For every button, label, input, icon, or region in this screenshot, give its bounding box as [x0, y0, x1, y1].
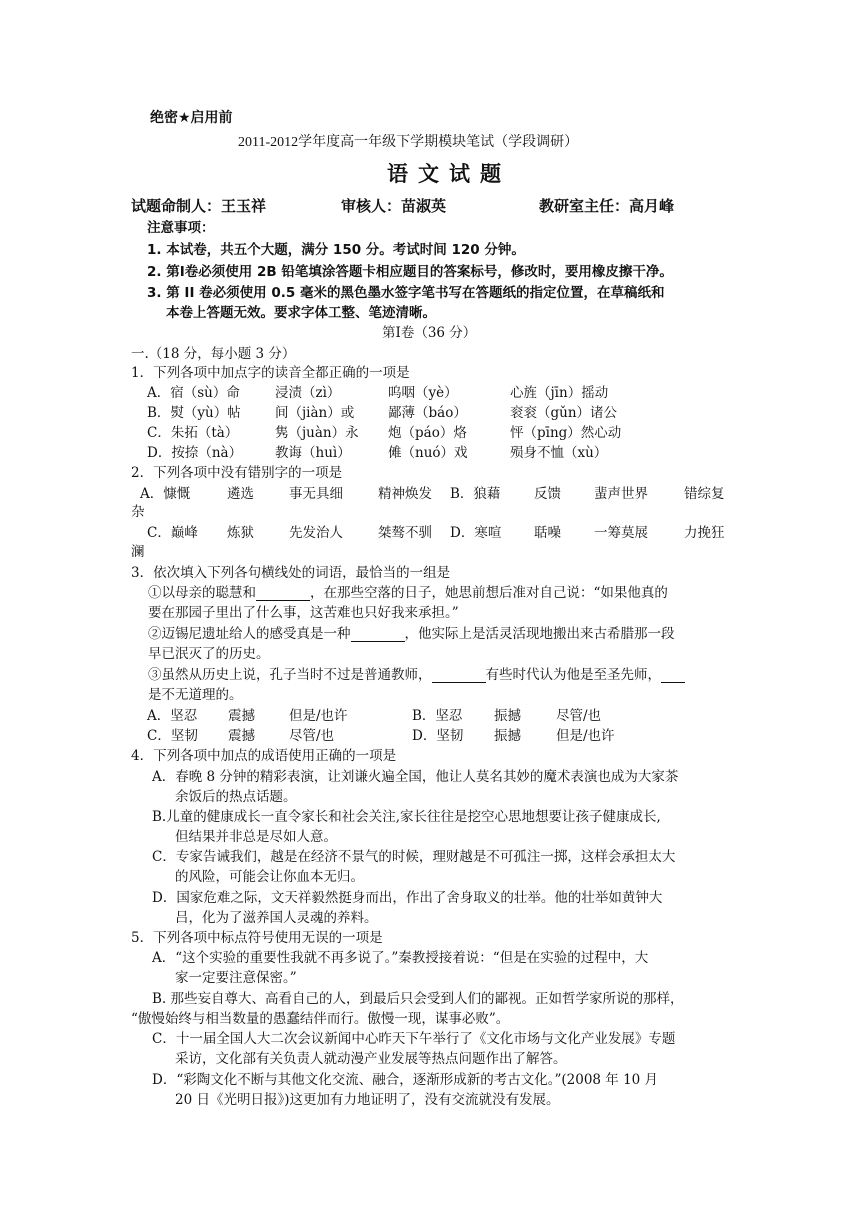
- sentence-3-cont: 是不无道理的。: [148, 687, 243, 703]
- question-stem: 4．下列各项中加点的成语使用正确的一项是: [131, 748, 397, 764]
- fill-blank: [661, 670, 685, 683]
- sentence-3: ③虽然从历史上说，孔子当时不过是普通教师， 有些时代认为他是至圣先师，: [148, 663, 685, 683]
- option-c-cont: 采访，文化部有关负责人就动漫产业发展等热点问题作出了解答。: [175, 1051, 567, 1067]
- option-item: 澜: [131, 544, 145, 560]
- option-item: 但是/也许: [289, 708, 348, 724]
- option-c: C．十一届全国人大二次会议新闻中心昨天下午举行了《文化市场与文化产业发展》专题: [152, 1031, 676, 1047]
- option-item: 遴选: [227, 486, 254, 502]
- option-item: 先发治人: [289, 525, 343, 541]
- option-a: A．“这个实验的重要性我就不再多说了。”秦教授接着说：“但是在实验的过程中，大: [152, 950, 649, 966]
- option-item: 间（jiàn）或: [275, 405, 355, 421]
- option-d-cont: 20 日《光明日报》)这更加有力地证明了，没有交流就没有发展。: [175, 1092, 560, 1108]
- option-a: A．春晚 8 分钟的精彩表演，让刘谦火遍全国，他让人莫名其妙的魔术表演也成为大家茶: [152, 769, 679, 785]
- option-item: B．熨（yù）帖: [147, 405, 241, 421]
- option-b-cont: 但结果并非总是尽如人意。: [175, 829, 337, 845]
- option-item: 错综复: [684, 486, 725, 502]
- sentence-2-cont: 早已泯灭了的历史。: [148, 646, 270, 662]
- option-item: C．坚韧: [147, 728, 198, 744]
- notice-heading: 注意事项：: [147, 220, 215, 236]
- option-item: 尽管/也: [556, 708, 602, 724]
- option-item: 教诲（huì）: [275, 445, 351, 461]
- option-item: 炼狱: [227, 525, 254, 541]
- option-item: 一筹莫展: [594, 525, 648, 541]
- option-d: D．国家危难之际，文天祥毅然挺身而出，作出了舍身取义的壮举。他的壮举如黄钟大: [152, 890, 663, 906]
- option-item: 鄙薄（báo）: [388, 405, 467, 421]
- option-item: B．坚忍: [412, 708, 463, 724]
- option-item: D．坚韧: [412, 728, 464, 744]
- option-item: 聒噪: [534, 525, 561, 541]
- option-item: C．朱拓（tà）: [147, 425, 239, 441]
- section-heading: 一.（18 分，每小题 3 分）: [131, 346, 296, 362]
- reviewer-label: 审核人：苗淑英: [341, 197, 447, 215]
- option-item: 炮（páo）烙: [388, 425, 467, 441]
- option-item: 震撼: [228, 728, 255, 744]
- option-item: 反馈: [534, 486, 561, 502]
- page-title: 语文试题: [387, 162, 511, 186]
- option-item: 振撼: [494, 708, 521, 724]
- option-a-cont: 余饭后的热点话题。: [175, 789, 297, 805]
- option-item: B．狼藉: [450, 486, 501, 502]
- option-item: 振撼: [494, 728, 521, 744]
- option-item: 傩（nuó）戏: [388, 445, 468, 461]
- notice-item: 本卷上答题无效。要求字体工整、笔迹清晰。: [166, 305, 436, 321]
- option-item: 桀骜不驯: [378, 525, 432, 541]
- option-item: A．坚忍: [147, 708, 198, 724]
- option-item: 衮衮（gǔn）诸公: [510, 405, 618, 421]
- option-item: 力挽狂: [684, 525, 725, 541]
- notice-item: 1. 本试卷，共五个大题，满分 150 分。考试时间 120 分钟。: [147, 242, 525, 258]
- option-d: D．“彩陶文化不断与其他文化交流、融合，逐渐形成新的考古文化。”(2008 年 10 月: [152, 1072, 659, 1088]
- option-item: 杂: [131, 504, 145, 520]
- sentence-1: ①以母亲的聪慧和 ，在那些空落的日子，她思前想后准对自己说：“如果他真的: [148, 585, 668, 601]
- option-item: 心旌（jīn）摇动: [510, 385, 609, 401]
- fill-blank: [351, 629, 405, 642]
- option-item: 精神焕发: [378, 486, 432, 502]
- notice-item: 3. 第 II 卷必须使用 0.5 毫米的黑色墨水签字笔书写在答题纸的指定位置，在草稿纸和: [147, 285, 665, 301]
- option-item: 呜咽（yè）: [388, 385, 458, 401]
- option-c-cont: 的风险，可能会让你血本无归。: [175, 869, 364, 885]
- option-item: D．按捺（nà）: [147, 445, 243, 461]
- option-item: C．巅峰: [147, 525, 198, 541]
- option-item: 浸渍（zì）: [275, 385, 341, 401]
- fill-blank: [432, 670, 486, 683]
- secret-label: 绝密★启用前: [150, 110, 233, 126]
- option-item: 事无具细: [289, 486, 343, 502]
- option-item: 尽管/也: [289, 728, 335, 744]
- option-c: C．专家告诫我们，越是在经济不景气的时候，理财越是不可孤注一掷，这样会承担太大: [152, 849, 676, 865]
- sentence-1-cont: 要在那园子里出了什么事，这苦难也只好我来承担。”: [148, 605, 459, 621]
- director-label: 教研室主任：高月峰: [539, 197, 675, 215]
- option-item: A．宿（sù）命: [147, 385, 240, 401]
- option-item: A．慷慨: [140, 486, 191, 502]
- creator-label: 试题命制人：王玉祥: [131, 197, 267, 215]
- option-item: D．寒喧: [450, 525, 502, 541]
- option-b: B.儿童的健康成长一直令家长和社会关注,家长往往是挖空心思地想要让孩子健康成长,: [152, 809, 661, 825]
- option-item: 怦（pīng）然心动: [510, 425, 622, 441]
- question-stem: 3．依次填入下列各句横线处的词语，最恰当的一组是: [131, 565, 451, 581]
- option-b: B. 那些妄自尊大、高看自己的人，到最后只会受到人们的鄙视。正如哲学家所说的那样，: [152, 991, 684, 1007]
- sentence-2: ②迈锡尼遗址给人的感受真是一种 ，他实际上是活灵活现地搬出来古希腊那一段: [148, 626, 675, 642]
- option-item: 殒身不恤（xù）: [510, 445, 608, 461]
- option-item: 震撼: [228, 708, 255, 724]
- option-item: 隽（juàn）永: [275, 425, 359, 441]
- option-item: 但是/也许: [556, 728, 615, 744]
- option-d-cont: 吕，化为了滋养国人灵魂的养料。: [175, 910, 378, 926]
- notice-item: 2. 第Ⅰ卷必须使用 2B 铅笔填涂答题卡相应题目的答案标号，修改时，要用橡皮擦干净。: [147, 264, 673, 280]
- question-stem: 5．下列各项中标点符号使用无误的一项是: [131, 930, 383, 946]
- question-stem: 1．下列各项中加点字的读音全都正确的一项是: [131, 365, 410, 381]
- exam-subtitle: 2011-2012学年度高一年级下学期模块笔试（学段调研）: [238, 135, 579, 150]
- option-item: 蜚声世界: [594, 486, 648, 502]
- fill-blank: [256, 588, 310, 601]
- option-b-cont: “傲慢始终与相当数量的愚蠢结伴而行。傲慢一现，谋事必败”。: [131, 1011, 510, 1027]
- option-a-cont: 家一定要注意保密。”: [175, 970, 297, 986]
- part-heading: 第Ⅰ卷（36 分）: [382, 325, 477, 341]
- question-stem: 2．下列各项中没有错别字的一项是: [131, 465, 343, 481]
